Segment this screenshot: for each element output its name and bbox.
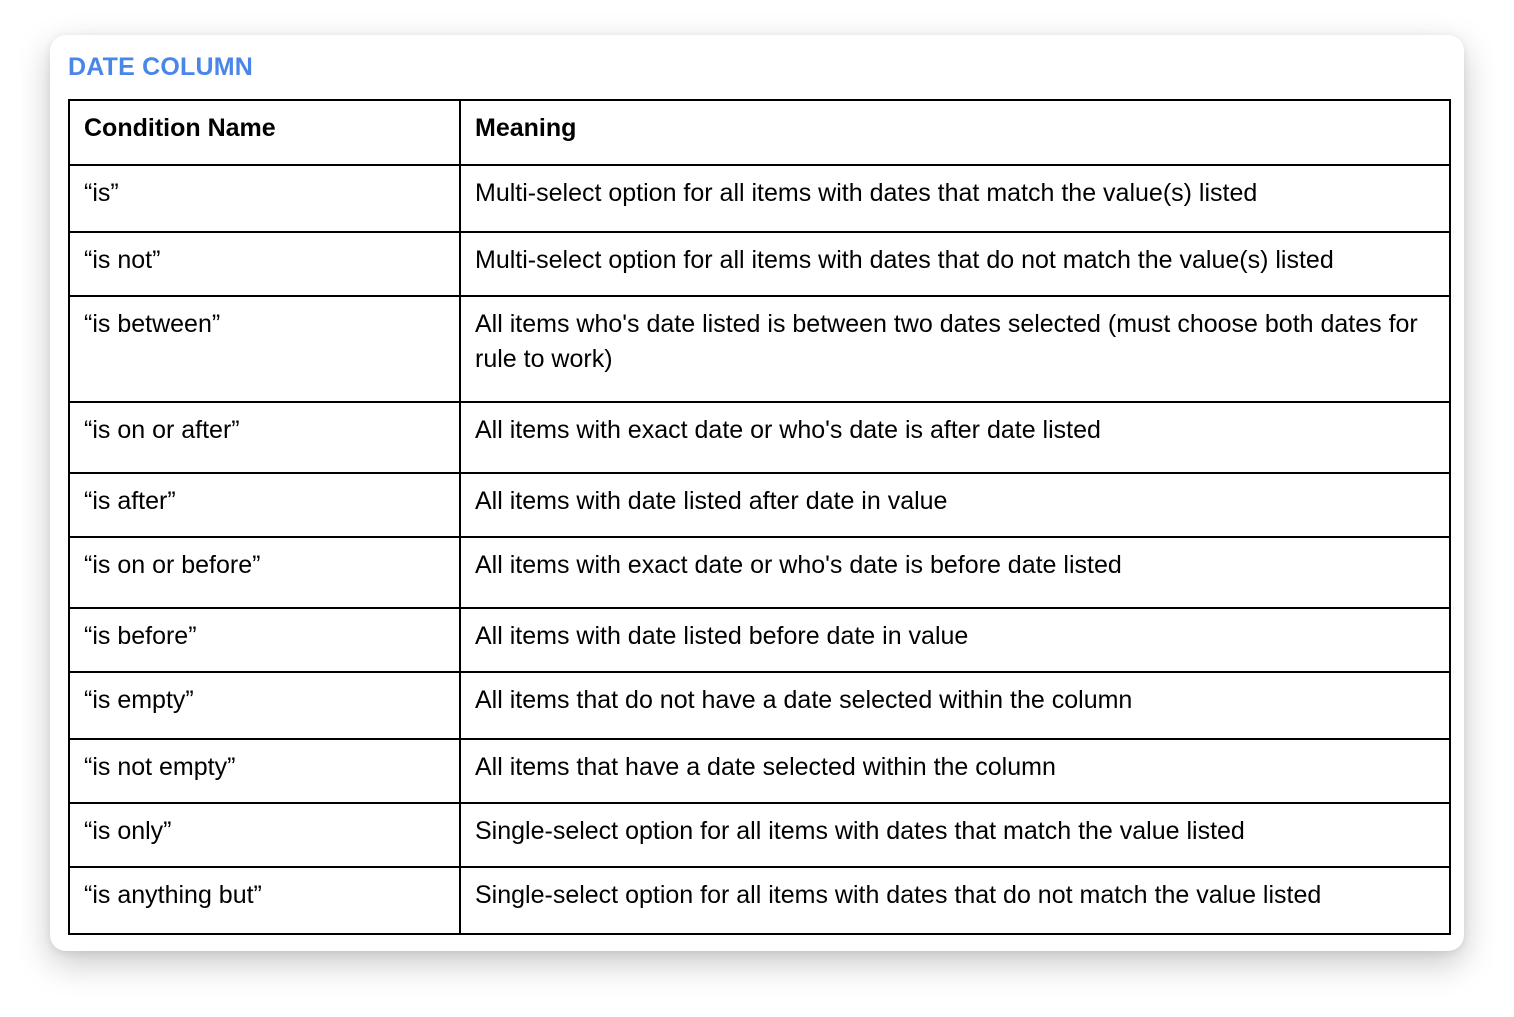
meaning-cell: All items with exact date or who's date is after date listed [460, 402, 1450, 473]
document-card [50, 35, 1464, 951]
meaning-cell: All items that do not have a date selected within the column [460, 672, 1450, 739]
table-row [69, 473, 1450, 537]
meaning-cell: Single-select option for all items with dates that match the value listed [460, 803, 1450, 867]
meaning-cell: All items with date listed after date in value [460, 473, 1450, 537]
condition-cell: “is not empty” [69, 739, 460, 803]
condition-cell: “is after” [69, 473, 460, 537]
date-conditions-table [68, 99, 1451, 935]
condition-cell: “is anything but” [69, 867, 460, 934]
table-row [69, 803, 1450, 867]
table-row [69, 672, 1450, 739]
table-header-row [69, 100, 1450, 165]
table-row [69, 608, 1450, 672]
header-meaning: Meaning [460, 100, 1450, 165]
condition-cell: “is on or before” [69, 537, 460, 608]
meaning-cell: All items with exact date or who's date is before date listed [460, 537, 1450, 608]
table-row [69, 296, 1450, 402]
table-row [69, 867, 1450, 934]
meaning-cell: All items who's date listed is between two dates selected (must choose both dates for rule to work) [460, 296, 1450, 402]
table-row [69, 165, 1450, 232]
table-row [69, 739, 1450, 803]
condition-cell: “is on or after” [69, 402, 460, 473]
meaning-cell: Multi-select option for all items with dates that match the value(s) listed [460, 165, 1450, 232]
condition-cell: “is only” [69, 803, 460, 867]
condition-cell: “is not” [69, 232, 460, 296]
condition-cell: “is before” [69, 608, 460, 672]
condition-cell: “is between” [69, 296, 460, 402]
table-row [69, 232, 1450, 296]
condition-cell: “is” [69, 165, 460, 232]
section-title: DATE COLUMN [68, 53, 254, 81]
meaning-cell: Single-select option for all items with dates that do not match the value listed [460, 867, 1450, 934]
table-row [69, 537, 1450, 608]
meaning-cell: All items that have a date selected within the column [460, 739, 1450, 803]
meaning-cell: All items with date listed before date in value [460, 608, 1450, 672]
table-row [69, 402, 1450, 473]
condition-cell: “is empty” [69, 672, 460, 739]
meaning-cell: Multi-select option for all items with dates that do not match the value(s) listed [460, 232, 1450, 296]
header-condition-name: Condition Name [69, 100, 460, 165]
